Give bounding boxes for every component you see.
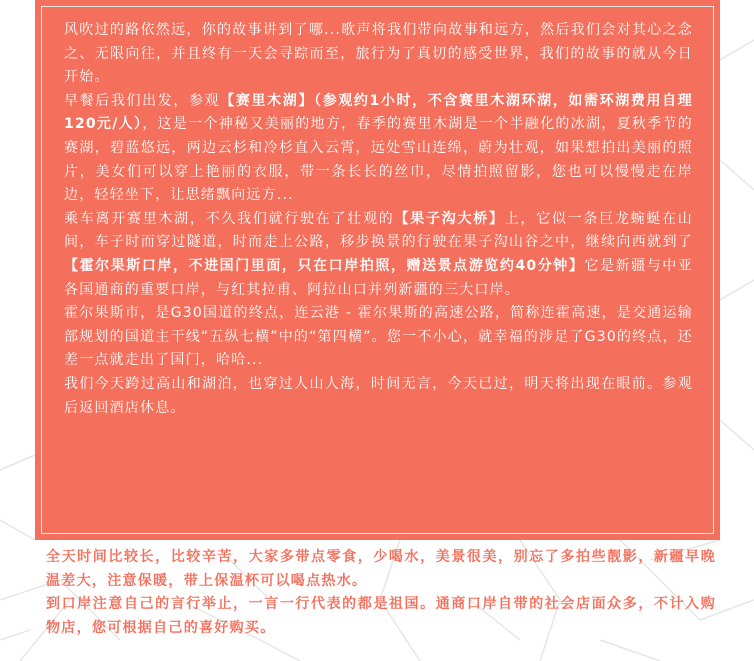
guozigou-paragraph: [64, 208, 693, 302]
saimu-lake-highlight: 【赛里木湖】（参观约1小时，不含赛里木湖环湖，如需环湖费用自理120元/人）: [64, 92, 693, 133]
saimu-lake-text-post: ，这是一个神秘又美丽的地方，春季的赛里木湖是一个半融化的冰湖，夏秋季节的赛湖，碧蓝悠远，两边云杉和冷杉直入云霄，远处雪山连绵，蔚为壮观，如果想拍出美丽的照片，美女们可以穿上艳丽的衣服，带一条长长的丝巾，尽情拍照留影，您也可以慢慢走在岸边，轻轻坐下，让思绪飘向远方...: [64, 116, 693, 204]
guozigou-text-pre: 乘车离开赛里木湖，不久我们就行驶在了壮观的: [64, 210, 395, 227]
khorgos-city-paragraph: 霍尔果斯市，是G30国道的终点，连云港 - 霍尔果斯的高速公路，简称连霍高速，是交通运输部规划的国道主干线“五纵七横”中的“第四横”。您一不小心，就幸福的涉足了G30的终点，还差一点就走出了国门，哈哈...: [64, 305, 693, 369]
khorgos-port-highlight: 【霍尔果斯口岸，不进国门里面，只在口岸拍照，赠送景点游览约40分钟】: [64, 257, 585, 274]
guozigou-text-post: 它是新疆与中亚各国通商的重要口岸，与红其拉甫、阿拉山口并列新疆的三大口岸。: [64, 257, 693, 298]
itinerary-card: [35, 0, 720, 540]
saimu-lake-paragraph: [64, 90, 693, 208]
guozigou-text-mid: 上，它似一条巨龙蜿蜒在山间，车子时而穿过隧道，时而走上公路，移步换景的行驶在果子沟山谷之中，继续向西就到了: [64, 210, 693, 251]
travel-notes: [46, 546, 716, 640]
closing-paragraph: 我们今天跨过高山和湖泊，也穿过人山人海，时间无言，今天已过，明天将出现在眼前。参观后返回酒店休息。: [64, 375, 693, 416]
saimu-lake-text-pre: 早餐后我们出发，参观: [64, 92, 221, 109]
note-item: 全天时间比较长，比较辛苦，大家多带点零食，少喝水，美景很美，别忘了多拍些靓影，新疆早晚温差大，注意保暖，带上保温杯可以喝点热水。: [46, 549, 716, 589]
guozigou-bridge-highlight: 【果子沟大桥】: [394, 210, 505, 227]
note-item: 到口岸注意自己的言行举止，一言一行代表的都是祖国。通商口岸自带的社会店面众多，不计入购物店，您可根据自己的喜好购买。: [46, 596, 716, 636]
itinerary-card-frame: [41, 6, 714, 534]
intro-paragraph: 风吹过的路依然远，你的故事讲到了哪...歌声将我们带向故事和远方，然后我们会对其心之念之、无限向往，并且终有一天会寻踪而至，旅行为了真切的感受世界，我们的故事的就从今日开始。: [64, 22, 693, 86]
